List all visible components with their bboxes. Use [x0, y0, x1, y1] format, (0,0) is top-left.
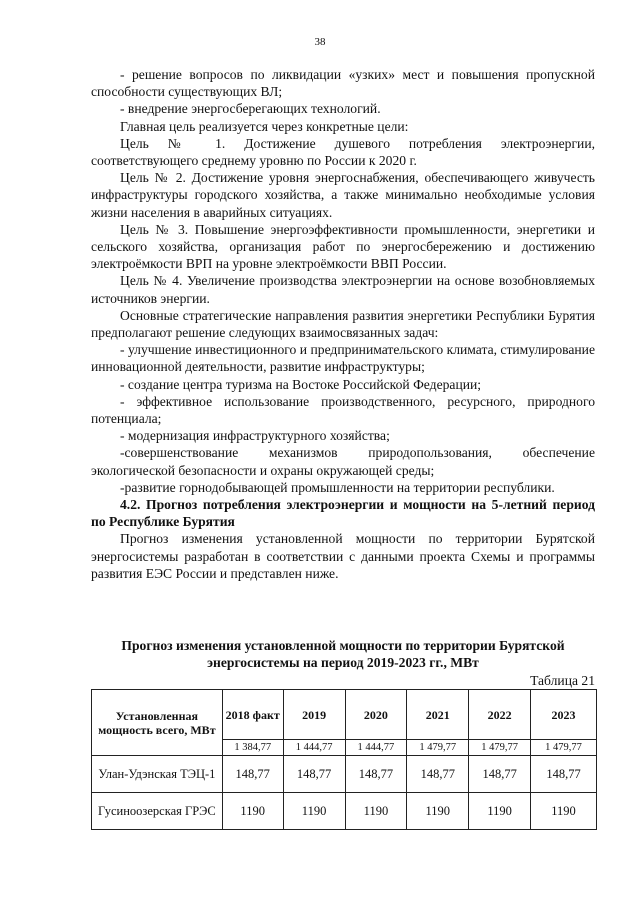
paragraph: - улучшение инвестиционного и предпринимательского климата, стимулирование инновационной деятельности, развитие инфраструктуры;	[91, 342, 595, 375]
table-cell: 1190	[222, 793, 283, 830]
table-cell: 1 479,77	[469, 740, 531, 756]
table-cell: 1190	[531, 793, 597, 830]
header-cell: Установленная мощность всего, МВт	[92, 690, 223, 756]
table-cell: 148,77	[283, 756, 345, 793]
table-cell: 1 444,77	[283, 740, 345, 756]
table-cell: 1 384,77	[222, 740, 283, 756]
table-caption: Прогноз изменения установленной мощности по территории Бурятской энергосистемы на период 2019-2023 гг., МВт	[121, 638, 565, 671]
paragraph: - внедрение энергосберегающих технологий.	[120, 101, 381, 117]
table-cell: 1 444,77	[345, 740, 407, 756]
header-cell: 2018 факт	[222, 690, 283, 740]
header-cell: 2022	[469, 690, 531, 740]
paragraph: -развитие горнодобывающей промышленности на территории республики.	[120, 479, 555, 495]
table-cell: 148,77	[345, 756, 407, 793]
page-number: 38	[314, 36, 326, 48]
table-label: Таблица 21	[530, 673, 595, 688]
paragraph: Цель № 4. Увеличение производства электроэнергии на основе возобновляемых источников энергии.	[91, 273, 595, 306]
row-name-cell: Гусиноозерская ГРЭС	[92, 793, 223, 830]
section-heading: 4.2. Прогноз потребления электроэнергии и мощности на 5-летний период по Республике Бурятия	[91, 497, 595, 530]
table-row	[92, 756, 597, 793]
paragraph: - модернизация инфраструктурного хозяйства;	[120, 428, 390, 444]
table-cell: 148,77	[222, 756, 283, 793]
table-cell: 148,77	[531, 756, 597, 793]
table-cell: 1190	[283, 793, 345, 830]
header-cell: 2020	[345, 690, 407, 740]
section-intro: Прогноз изменения установленной мощности по территории Бурятской энергосистемы разработан в соответствии с данными проекта Схемы и программы развития ЕЭС России и представлен ниже.	[91, 531, 595, 581]
table-cell: 1 479,77	[531, 740, 597, 756]
table-cell: 1190	[469, 793, 531, 830]
paragraph: Основные стратегические направления развития энергетики Республики Бурятия предполагают решение следующих взаимосвязанных задач:	[91, 307, 595, 341]
table-cell: 148,77	[407, 756, 469, 793]
table-cell: 1190	[407, 793, 469, 830]
table-cell: 1 479,77	[407, 740, 469, 756]
paragraph: Цель № 2. Достижение уровня энергоснабжения, обеспечивающего живучесть инфраструктуры городского хозяйства, а также минимально необходимые условия жизни населения в аварийных ситуациях.	[91, 170, 595, 220]
row-name-cell: Улан-Удэнская ТЭЦ-1	[92, 756, 223, 793]
paragraph: Главная цель реализуется через конкретные цели:	[120, 118, 409, 134]
table-cell: 148,77	[469, 756, 531, 793]
table-header-row	[92, 690, 597, 740]
paragraph: Цель № 1. Достижение душевого потребления электроэнергии, соответствующего среднему уровню по России к 2020 г.	[91, 135, 595, 169]
forecast-table	[91, 689, 597, 830]
header-cell: 2021	[407, 690, 469, 740]
paragraph: Цель № 3. Повышение энергоэффективности промышленности, энергетики и сельского хозяйства, организация работ по энергосбережению и достижению электроёмкости ВРП на уровне электроёмкости ВВП России.	[91, 221, 595, 272]
table-row	[92, 793, 597, 830]
header-cell: 2019	[283, 690, 345, 740]
body-text	[91, 66, 595, 582]
header-cell: 2023	[531, 690, 597, 740]
paragraph: - создание центра туризма на Востоке Российской Федерации;	[120, 376, 482, 392]
table-cell: 1190	[345, 793, 407, 830]
paragraph: - эффективное использование производственного, ресурсного, природного потенциала;	[91, 393, 595, 427]
paragraph: - решение вопросов по ликвидации «узких» мест и повышения пропускной способности существующих ВЛ;	[91, 67, 595, 100]
paragraph: -совершенствование механизмов природопользования, обеспечение экологической безопасности и охраны окружающей среды;	[91, 445, 595, 478]
